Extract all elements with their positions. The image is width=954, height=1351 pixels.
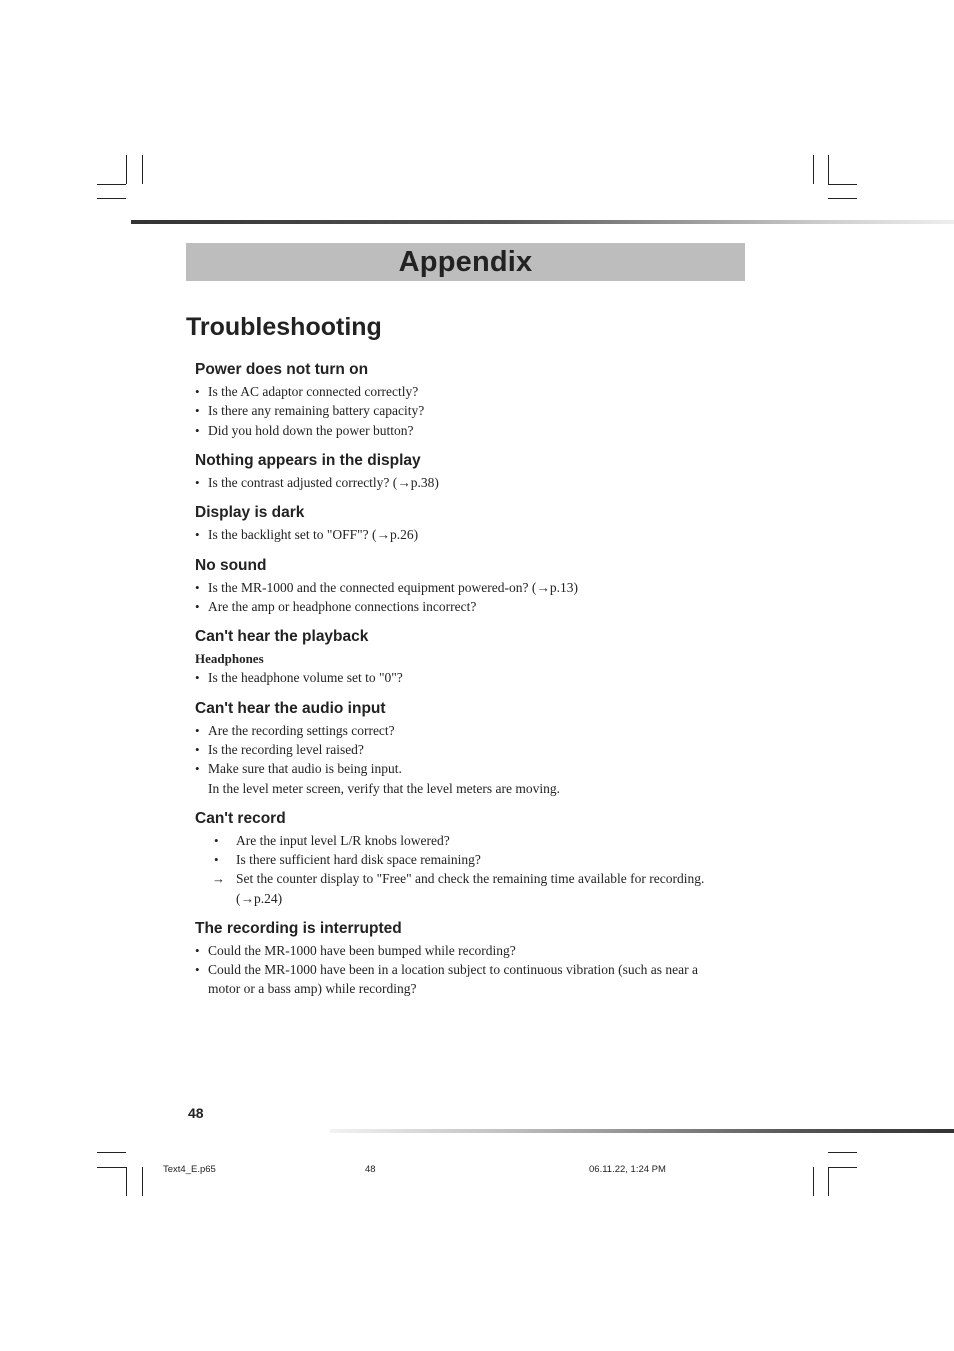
list-item-continuation: (→p.24) [236,891,283,906]
section-heading: Can't hear the playback [195,628,369,645]
list-item: Could the MR-1000 have been bumped while recording? [208,943,516,958]
crop-mark [126,1167,127,1196]
list-item-continuation: motor or a bass amp) while recording? [208,981,417,996]
crop-mark [828,1152,857,1153]
crop-mark [828,198,857,199]
section-heading: Display is dark [195,504,305,521]
bullet: • [195,384,200,399]
bullet: • [195,943,200,958]
list-item: Is the AC adaptor connected correctly? [208,384,419,399]
list-item: Is there any remaining battery capacity? [208,403,425,418]
section-heading: No sound [195,557,267,574]
bullet: • [195,527,200,542]
crop-mark [97,184,126,185]
bullet: • [195,580,200,595]
bullet: • [195,475,200,490]
crop-mark [142,155,143,184]
bullet: • [195,670,200,685]
list-item: Did you hold down the power button? [208,423,414,438]
list-item-continuation: In the level meter screen, verify that the level meters are moving. [208,781,560,796]
crop-mark [828,155,829,184]
crop-mark [828,184,857,185]
list-item: Are the input level L/R knobs lowered? [236,833,450,848]
section-heading: Can't hear the audio input [195,700,386,717]
list-item: Is the recording level raised? [208,742,364,757]
footer-filename: Text4_E.p65 [163,1164,216,1175]
bullet: • [195,403,200,418]
list-item: Is the contrast adjusted correctly? (→p.38) [208,475,439,490]
list-item: Is there sufficient hard disk space remaining? [236,852,481,867]
list-item: Make sure that audio is being input. [208,761,402,776]
bullet: • [195,599,200,614]
page-number: 48 [188,1105,204,1121]
crop-mark [126,155,127,184]
arrow-icon: → [212,871,225,886]
bullet: • [195,742,200,757]
section-heading: Can't record [195,810,286,827]
page-title: Troubleshooting [186,313,382,341]
crop-mark [828,1167,829,1196]
footer-page: 48 [365,1164,376,1175]
bullet: • [195,962,200,977]
list-item: Is the MR-1000 and the connected equipment powered-on? (→p.13) [208,580,579,595]
list-item: Could the MR-1000 have been in a location subject to continuous vibration (such as near a [208,962,699,977]
section-heading: The recording is interrupted [195,920,402,937]
list-item: Is the backlight set to "OFF"? (→p.26) [208,527,419,542]
section-heading: Nothing appears in the display [195,452,421,469]
section-subheading: Headphones [195,651,264,666]
crop-mark [813,155,814,184]
top-rule [131,220,954,224]
crop-mark [97,1152,126,1153]
bullet: • [195,761,200,776]
crop-mark [813,1167,814,1196]
list-item: Set the counter display to "Free" and check the remaining time available for recording. [236,871,705,886]
bullet: • [195,423,200,438]
crop-mark [97,198,126,199]
section-heading: Power does not turn on [195,361,369,378]
bottom-rule [330,1129,954,1133]
list-item: Are the amp or headphone connections incorrect? [208,599,477,614]
crop-mark [97,1167,126,1168]
list-item: Are the recording settings correct? [208,723,395,738]
appendix-title: Appendix [398,245,533,278]
crop-mark [142,1167,143,1196]
bullet: • [195,723,200,738]
crop-mark [828,1167,857,1168]
list-item: Is the headphone volume set to "0"? [208,670,403,685]
appendix-banner [186,243,745,281]
footer-date: 06.11.22, 1:24 PM [589,1164,666,1175]
bullet: • [214,852,219,867]
bullet: • [214,833,219,848]
